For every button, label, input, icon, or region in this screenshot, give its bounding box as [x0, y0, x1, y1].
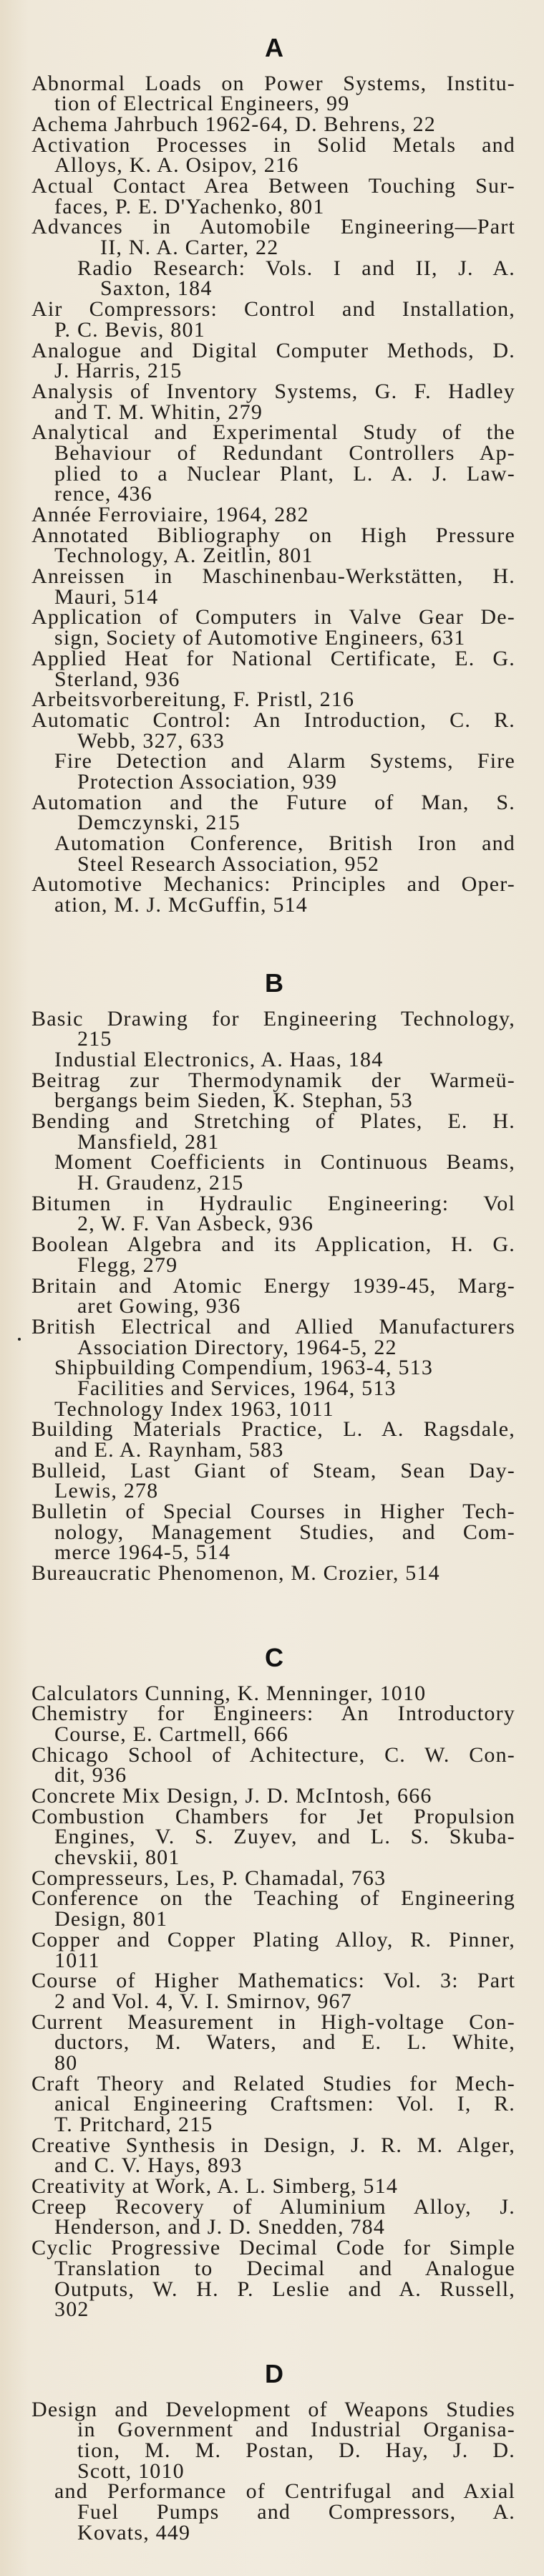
entry-title-line: Activation Processes in Solid Metals and: [31, 132, 515, 157]
entry-title-line: Bending and Stretching of Plates, E. H.: [31, 1109, 515, 1134]
entry-title-line: Compresseurs, Les, P. Chamadal, 763: [31, 1866, 387, 1890]
entry-title-line: Basic Drawing for Engineering Technology,: [31, 1006, 515, 1031]
entry-title-line: Creativity at Work, A. L. Simberg, 514: [31, 2174, 399, 2199]
entry-continuation-line: sign, Society of Automotive Engineers, 631: [54, 626, 466, 650]
index-sub-entry: [0, 831, 544, 876]
entry-continuation-line: aret Gowing, 936: [77, 1294, 241, 1318]
index-entry: [0, 217, 544, 258]
index-entry: [0, 790, 544, 835]
index-entry: [0, 607, 544, 648]
entry-continuation-line: anical Engineering Craftsmen: Vol. I, R.: [54, 2092, 515, 2116]
index-sub-entry: [0, 1152, 544, 1193]
entry-continuation-line: Henderson, and J. D. Snedden, 784: [54, 2215, 386, 2239]
entry-continuation-line: faces, P. E. D'Yachenko, 801: [54, 194, 325, 218]
index-entry: [0, 379, 544, 424]
entry-continuation-line: bergangs beim Sieden, K. Stephan, 53: [54, 1089, 413, 1113]
index-entry: [0, 1742, 544, 1788]
entry-continuation-line: 2 and Vol. 4, V. I. Smirnov, 967: [54, 1989, 352, 2013]
entry-continuation-line: 1011: [54, 1948, 100, 1972]
entry-continuation-line: Steel Research Association, 952: [77, 852, 380, 876]
index-entry: [0, 2194, 544, 2239]
index-entry: [0, 1971, 544, 2012]
index-entry: [0, 1111, 544, 1152]
entry-continuation-line: in Government and Industrial Organisa-: [77, 2418, 515, 2442]
entry-continuation-line: and C. V. Hays, 893: [54, 2153, 243, 2178]
index-entry: [0, 2071, 544, 2137]
entry-continuation-line: P. C. Bevis, 801: [54, 317, 205, 342]
entry-title-line: Air Compressors: Control and Installation,: [31, 297, 515, 322]
index-entry: [0, 505, 544, 526]
entry-continuation-line: Lewis, 278: [54, 1479, 159, 1503]
entry-continuation-line: Fuel Pumps and Compressors, A.: [77, 2500, 515, 2524]
index-entry: [0, 132, 544, 178]
index-sub-entry: [0, 1396, 544, 1421]
entry-continuation-line: Saxton, 184: [100, 276, 213, 301]
entry-continuation-line: Alloys, K. A. Osipov, 216: [54, 153, 299, 178]
index-entry: [0, 646, 544, 691]
entry-continuation-line: nology, Management Studies, and Com-: [54, 1520, 515, 1544]
index-entry: [0, 2397, 544, 2483]
section-letter-heading: A: [265, 33, 283, 62]
entry-title-line: Moment Coefficients in Continuous Beams,: [54, 1150, 515, 1174]
index-entry: [0, 690, 544, 710]
entry-continuation-line: Design, 801: [54, 1907, 168, 1931]
entry-title-line: Anreissen in Maschinenbau-Werkstätten, H.: [31, 564, 515, 589]
index-entry: [0, 1006, 544, 1051]
index-entry: [0, 1232, 544, 1277]
index-entry: [0, 1681, 544, 1705]
entry-title-line: Creep Recovery of Aluminium Alloy, J.: [31, 2194, 515, 2219]
entry-title-line: Beitrag zur Thermodynamik der Warmeü-: [31, 1068, 515, 1092]
section-letter-heading: B: [265, 968, 283, 998]
entry-title-line: Conference on the Teaching of Engineering: [31, 1886, 515, 1911]
entry-title-line: Bitumen in Hydraulic Engineering: Vol: [31, 1191, 515, 1215]
index-entry: [0, 566, 544, 607]
entry-continuation-line: merce 1964-5, 514: [54, 1540, 231, 1565]
index-section-b: [0, 965, 544, 1584]
index-entry: [0, 1704, 544, 1745]
index-section-d: [0, 2356, 544, 2543]
entry-title-line: Automation Conference, British Iron and: [54, 831, 515, 856]
index-section-a: [0, 30, 544, 916]
index-section-c: [0, 1640, 544, 2320]
entry-continuation-line: and T. M. Whitin, 279: [54, 400, 263, 424]
entry-title-line: Automotive Mechanics: Principles and Oper-: [31, 872, 515, 897]
index-entry: [0, 1563, 544, 1584]
entry-title-line: Radio Research: Vols. I and II, J. A.: [77, 256, 515, 280]
index-entry: [0, 176, 544, 217]
entry-title-line: Applied Heat for National Certificate, E. G.: [31, 646, 515, 670]
entry-title-line: Chicago School of Achitecture, C. W. Con-: [31, 1742, 515, 1767]
entry-continuation-line: Engines, V. S. Zuyev, and L. S. Skuba-: [54, 1825, 515, 1849]
index-entry: [0, 1273, 544, 1318]
entry-title-line: Boolean Algebra and its Application, H. G.: [31, 1232, 515, 1257]
entry-continuation-line: Demczynski, 215: [77, 811, 241, 835]
entry-continuation-line: tion of Electrical Engineers, 99: [54, 92, 350, 116]
entry-continuation-line: Mauri, 514: [54, 584, 159, 609]
index-sub-entry: [0, 256, 544, 301]
entry-continuation-line: Translation to Decimal and Analogue: [54, 2256, 515, 2280]
entry-list: [0, 1006, 544, 1586]
entry-title-line: Chemistry for Engineers: An Introductory: [31, 1702, 515, 1726]
entry-continuation-line: Kovats, 449: [77, 2520, 191, 2544]
entry-title-line: Craft Theory and Related Studies for Mech-: [31, 2071, 515, 2095]
entry-continuation-line: Technology, A. Zeitlin, 801: [54, 544, 314, 568]
entry-title-line: Cyclic Progressive Decimal Code for Simple: [31, 2236, 515, 2260]
entry-title-line: Course of Higher Mathematics: Vol. 3: Part: [31, 1969, 515, 1993]
entry-title-line: Fire Detection and Alarm Systems, Fire: [54, 749, 515, 773]
index-entry: [0, 2133, 544, 2178]
entry-title-line: Industial Electronics, A. Haas, 184: [54, 1047, 384, 1071]
index-entry: [0, 710, 544, 751]
index-entry: [0, 1888, 544, 1929]
section-letter-heading: C: [265, 1643, 283, 1672]
entry-continuation-line: Behaviour of Redundant Controllers Ap-: [54, 440, 515, 465]
entry-title-line: Facilities and Services, 1964, 513: [77, 1376, 397, 1400]
entry-title-line: Combustion Chambers for Jet Propulsion: [31, 1804, 515, 1828]
index-entry: [0, 71, 544, 116]
index-entry: [0, 1191, 544, 1236]
entry-title-line: Application of Computers in Valve Gear De-: [31, 605, 515, 629]
entry-continuation-line: ductors, M. Waters, and E. L. White,: [54, 2030, 515, 2055]
index-entry: [0, 1786, 544, 1807]
index-sub-entry: [0, 751, 544, 792]
entry-title-line: British Electrical and Allied Manufacturers: [31, 1314, 515, 1338]
index-entry: [0, 1868, 544, 1889]
entry-continuation-line: 2, W. F. Van Asbeck, 936: [77, 1212, 314, 1236]
entry-continuation-line: T. Pritchard, 215: [54, 2113, 213, 2137]
entry-title-line: Automatic Control: An Introduction, C. R.: [31, 708, 515, 732]
index-entry: [0, 420, 544, 506]
index-entry: [0, 1419, 544, 1460]
entry-continuation-line: ation, M. J. McGuffin, 514: [54, 893, 308, 917]
entry-continuation-line: plied to a Nuclear Plant, L. A. J. Law-: [54, 461, 515, 486]
entry-list: [0, 1681, 544, 2322]
entry-title-line: Copper and Copper Plating Alloy, R. Pinner,: [31, 1927, 515, 1952]
entry-title-line: Calculators Cunning, K. Menninger, 1010: [31, 1681, 427, 1705]
entry-continuation-line: and E. A. Raynham, 583: [54, 1438, 284, 1462]
entry-title-line: Current Measurement in High-voltage Con-: [31, 2010, 515, 2034]
entry-title-line: Abnormal Loads on Power Systems, Institu-: [31, 71, 515, 95]
entry-title-line: Creative Synthesis in Design, J. R. M. Alger,: [31, 2133, 515, 2157]
stray-ink-mark: [18, 1338, 21, 1341]
entry-continuation-line: H. Graudenz, 215: [77, 1171, 244, 1195]
index-entry: [0, 1068, 544, 1113]
index-entry: [0, 1927, 544, 1972]
entry-title-line: Bureaucratic Phenomenon, M. Crozier, 514: [31, 1561, 440, 1586]
index-entry: [0, 2012, 544, 2074]
index-sub-entry: [0, 1358, 544, 1379]
index-entry: [0, 2176, 544, 2197]
entry-continuation-line: Flegg, 279: [77, 1253, 178, 1277]
entry-title-line: Technology Index 1963, 1011: [54, 1396, 334, 1421]
entry-continuation-line: tion, M. M. Postan, D. Hay, J. D.: [77, 2438, 515, 2462]
entry-title-line: Actual Contact Area Between Touching Sur-: [31, 174, 515, 198]
entry-continuation-line: J. Harris, 215: [54, 359, 183, 383]
entry-continuation-line: Mansfield, 281: [77, 1129, 220, 1154]
entry-title-line: Shipbuilding Compendium, 1963-4, 513: [54, 1356, 434, 1380]
entry-title-line: and Performance of Centrifugal and Axial: [54, 2479, 515, 2504]
entry-title-line: Britain and Atomic Energy 1939-45, Marg-: [31, 1273, 515, 1298]
entry-continuation-line: chevskii, 801: [54, 1846, 180, 1870]
entry-title-line: Achema Jahrbuch 1962-64, D. Behrens, 22: [31, 112, 437, 136]
entry-title-line: Automation and the Future of Man, S.: [31, 790, 515, 814]
entry-title-line: Arbeitsvorbereitung, F. Pristl, 216: [31, 688, 355, 712]
section-letter-heading: D: [265, 2359, 283, 2388]
entry-title-line: Analysis of Inventory Systems, G. F. Hadley: [31, 379, 515, 403]
entry-title-line: Design and Development of Weapons Studies: [31, 2397, 515, 2421]
entry-title-line: Bulleid, Last Giant of Steam, Sean Day-: [31, 1458, 515, 1482]
entry-continuation-line: Protection Association, 939: [77, 769, 338, 793]
index-entry: [0, 1314, 544, 1359]
entry-continuation-line: Course, E. Cartmell, 666: [54, 1722, 289, 1746]
entry-title-line: Annotated Bibliography on High Pressure: [31, 523, 515, 547]
index-sub-entry: [0, 1376, 544, 1400]
index-entry: [0, 1804, 544, 1870]
entry-title-line: Analytical and Experimental Study of the: [31, 420, 515, 445]
index-entry: [0, 112, 544, 136]
entry-title-line: Advances in Automobile Engineering—Part: [31, 215, 515, 239]
entry-continuation-line: dit, 936: [54, 1763, 127, 1788]
entry-continuation-line: Webb, 327, 633: [77, 728, 225, 753]
index-entry: [0, 523, 544, 568]
entry-continuation-line: Association Directory, 1964-5, 22: [77, 1335, 397, 1359]
entry-continuation-line: Sterland, 936: [54, 667, 180, 691]
entry-title-line: Année Ferroviaire, 1964, 282: [31, 503, 309, 527]
index-sub-entry: [0, 2481, 544, 2543]
entry-list: [0, 2397, 544, 2544]
index-entry: [0, 338, 544, 383]
entry-title-line: Analogue and Digital Computer Methods, D.: [31, 338, 515, 362]
entry-title-line: Building Materials Practice, L. A. Ragsdale,: [31, 1417, 515, 1442]
entry-continuation-line: 302: [54, 2297, 89, 2322]
entry-continuation-line: II, N. A. Carter, 22: [100, 236, 279, 260]
entry-continuation-line: Outputs, W. H. P. Leslie and A. Russell,: [54, 2277, 515, 2301]
entry-title-line: Concrete Mix Design, J. D. McIntosh, 666: [31, 1784, 432, 1808]
index-entry: [0, 1458, 544, 1503]
entry-list: [0, 71, 544, 917]
entry-continuation-line: rence, 436: [54, 482, 152, 506]
entry-continuation-line: 80: [54, 2050, 78, 2075]
entry-title-line: Bulletin of Special Courses in Higher Tech-: [31, 1500, 515, 1524]
entry-continuation-line: Scott, 1010: [77, 2459, 185, 2483]
index-entry: [0, 2238, 544, 2320]
index-entry: [0, 874, 544, 915]
entry-continuation-line: 215: [77, 1027, 112, 1051]
index-sub-entry: [0, 1047, 544, 1071]
index-entry: [0, 299, 544, 340]
index-entry: [0, 1502, 544, 1563]
